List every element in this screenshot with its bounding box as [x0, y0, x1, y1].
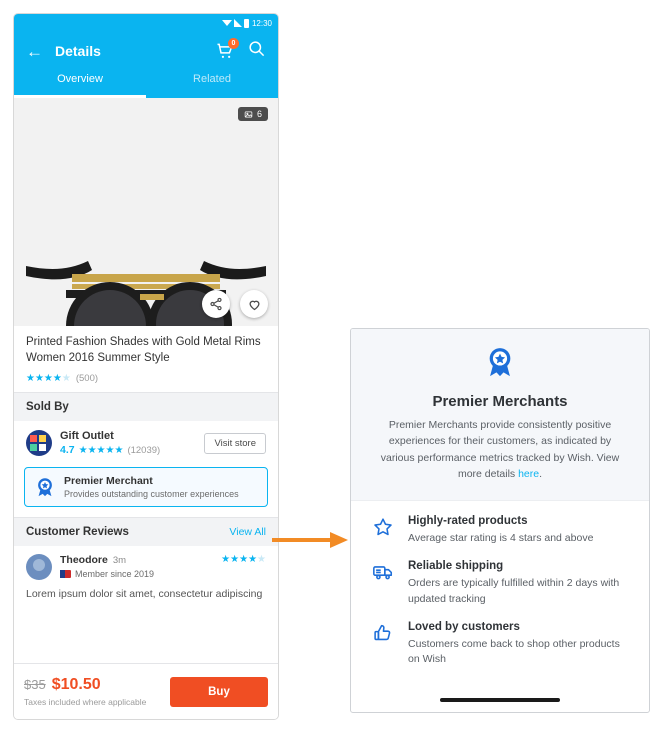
- premier-banner-subtitle: Provides outstanding customer experiences: [64, 489, 239, 500]
- gallery-icon: [244, 110, 253, 119]
- current-price: $10.50: [51, 676, 101, 693]
- premier-badge-icon: [34, 476, 56, 498]
- status-bar: [14, 14, 278, 32]
- image-action-buttons: [202, 290, 268, 318]
- feature-reliable-shipping: [351, 546, 649, 606]
- shopping-cart-icon[interactable]: [215, 41, 235, 61]
- review-name-row: [60, 554, 213, 566]
- review-body: [60, 554, 213, 579]
- page-title: Details: [55, 43, 101, 59]
- feature-title: Loved by customers: [408, 620, 520, 633]
- back-arrow-icon[interactable]: ←: [26, 41, 43, 61]
- tab-related-label: Related: [193, 73, 231, 85]
- product-rating-count: (500): [75, 373, 99, 385]
- avatar: [26, 554, 52, 580]
- feature-text: [408, 621, 629, 667]
- delivery-truck-icon: [371, 560, 395, 584]
- photo-count-text: 6: [256, 109, 262, 119]
- product-title: Printed Fashion Shades with Gold Metal Rims Women 2016 Summer Style: [26, 336, 261, 364]
- feature-text: [408, 560, 629, 606]
- feature-subtitle: Average star rating is 4 stars and above: [408, 532, 594, 545]
- product-scroll-area[interactable]: [14, 98, 278, 681]
- thumbs-up-icon: [371, 621, 395, 645]
- feature-text: [408, 515, 593, 546]
- status-time: 12:30: [251, 18, 272, 28]
- price-block: [24, 676, 162, 707]
- store-stars: ★★★★★: [78, 444, 124, 456]
- product-info: [14, 326, 278, 392]
- store-name: Gift Outlet: [60, 430, 114, 443]
- review-text: Lorem ipsum dolor sit amet, consectetur adipiscing: [26, 588, 263, 601]
- original-price: $35: [24, 677, 46, 692]
- tab-related[interactable]: [146, 70, 278, 98]
- premier-badge-icon: [483, 345, 517, 379]
- phone-mockup: [14, 14, 278, 719]
- photo-count-badge: [238, 107, 268, 121]
- store-rating-count: (12039): [127, 444, 161, 456]
- sold-by-label: Sold By: [26, 401, 69, 414]
- sheet-details-link[interactable]: here: [518, 467, 540, 480]
- review-item: [14, 546, 278, 601]
- store-row[interactable]: [14, 421, 278, 465]
- view-all-reviews-link[interactable]: View All: [229, 526, 266, 539]
- customer-reviews-heading: [14, 517, 278, 546]
- share-icon[interactable]: [202, 290, 230, 318]
- store-rating-value: 4.7: [60, 444, 75, 457]
- feature-subtitle: Customers come back to shop other products on Wish: [408, 637, 620, 665]
- review-stars: ★★★★★: [221, 554, 266, 566]
- store-rating-row: [60, 444, 196, 456]
- review-author: Theodore: [60, 554, 108, 567]
- flag-icon: [60, 570, 71, 578]
- annotation-arrow: [272, 530, 350, 550]
- battery-icon: [244, 19, 249, 28]
- heart-icon[interactable]: [240, 290, 268, 318]
- wifi-icon: [222, 20, 232, 26]
- review-age: 3m: [112, 555, 127, 567]
- premier-merchant-banner[interactable]: [24, 467, 268, 507]
- feature-subtitle: Orders are typically fulfilled within 2 days with updated tracking: [408, 577, 620, 605]
- cart-badge: 0: [228, 38, 239, 49]
- customer-reviews-label: Customer Reviews: [26, 526, 129, 539]
- premier-merchants-sheet: [350, 328, 650, 713]
- review-member-text: Member since 2019: [75, 569, 155, 580]
- visit-store-button[interactable]: Visit store: [204, 433, 266, 454]
- feature-title: Reliable shipping: [408, 560, 504, 573]
- home-indicator: [440, 698, 560, 702]
- signal-icon: [234, 19, 242, 27]
- tab-overview[interactable]: [14, 70, 146, 98]
- price-line: [24, 676, 162, 694]
- product-rating: [26, 373, 266, 384]
- store-avatar: [26, 430, 52, 456]
- tax-note: Taxes included where applicable: [24, 697, 147, 707]
- buy-button[interactable]: Buy: [170, 677, 268, 707]
- store-meta: [60, 430, 196, 456]
- feature-loved-by-customers: [351, 607, 649, 667]
- premier-banner-title: Premier Merchant: [64, 475, 153, 488]
- status-icons: [222, 19, 249, 28]
- sold-by-heading: [14, 392, 278, 421]
- star-outline-icon: [371, 515, 395, 539]
- sheet-description: [373, 417, 627, 482]
- sheet-title: Premier Merchants: [432, 393, 568, 410]
- buy-bar: [14, 663, 278, 719]
- product-stars: ★★★★★: [26, 373, 71, 385]
- search-icon[interactable]: [247, 39, 266, 63]
- tab-bar: [14, 70, 278, 98]
- premier-banner-text: [64, 475, 239, 499]
- feature-title: Highly-rated products: [408, 515, 528, 528]
- sheet-header: [351, 329, 649, 501]
- app-bar: [14, 32, 278, 70]
- review-member-since: [60, 569, 213, 579]
- sheet-description-text: Premier Merchants provide consistently positive experiences for their customers, as indicated by various performance metrics tracked by Wish. View more details: [380, 419, 620, 480]
- sheet-description-suffix: .: [539, 467, 543, 480]
- product-image[interactable]: [14, 98, 278, 326]
- tab-overview-label: Overview: [57, 73, 103, 85]
- review-header: [26, 554, 266, 580]
- feature-highly-rated: [351, 501, 649, 546]
